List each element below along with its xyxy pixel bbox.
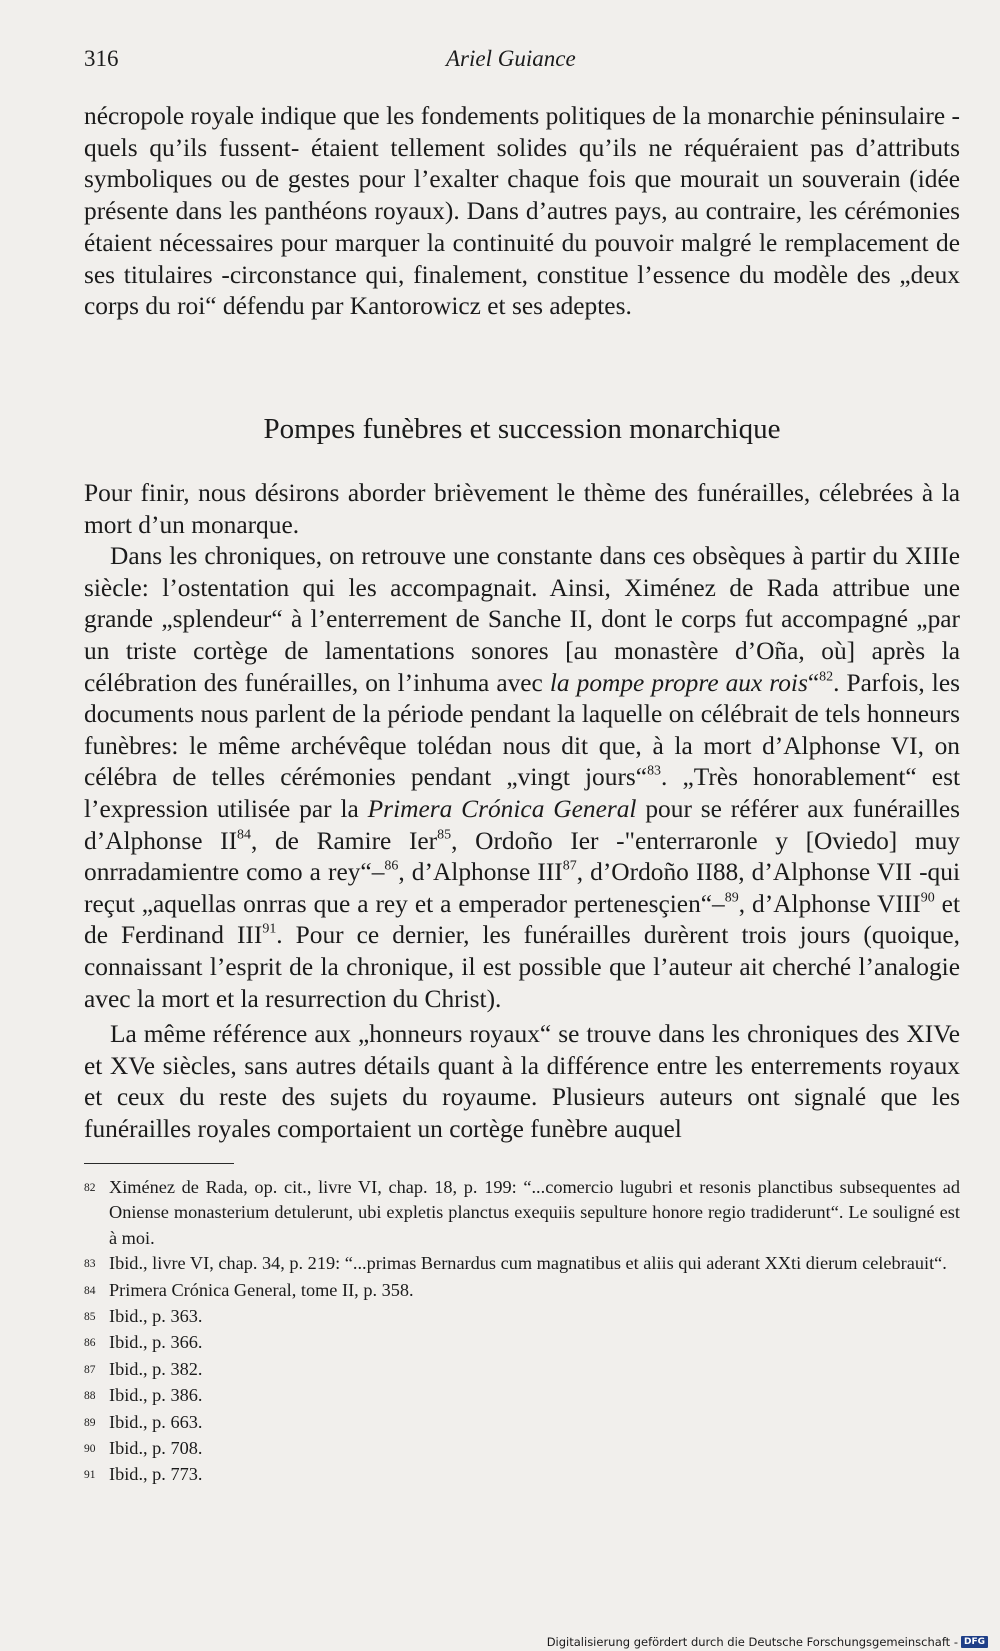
text-run: et de Ferdinand III <box>84 889 960 950</box>
footnote-ref-84[interactable]: 84 <box>237 827 251 843</box>
page-header <box>84 46 960 80</box>
text-run: Dans les chroniques, on retrouve une constante dans ces obsèques à partir du XIIIe siècle: l’ostentation qui les accompagnait. Ainsi, Ximénez de Rada attribue une grande „splendeur“ à l’enterrement de Sanche II, dont le corps fut accompagné „par un triste cortège de lamentations sonores [au monastère d’Oña, où] après la célébration des funérailles, on l’inhuma avec <box>84 542 960 697</box>
footnote <box>84 1462 960 1488</box>
footnote-ref-86[interactable]: 86 <box>384 858 399 874</box>
footnote-ref-91[interactable]: 91 <box>262 921 277 937</box>
footnote-ref-87[interactable]: 87 <box>562 858 577 874</box>
footnote-number: 86 <box>84 1337 96 1350</box>
footnote <box>84 1251 960 1277</box>
italic-title: Primera Crónica General <box>367 794 637 823</box>
section-body <box>84 478 960 1145</box>
text-run: pour se référer aux funérailles d’Alphonse II <box>84 794 960 855</box>
text-run: , d’Alphonse III <box>398 858 563 887</box>
italic-quote: la pompe propre aux rois <box>549 668 808 697</box>
footnote-text: Primera Crónica General, tome II, p. 358. <box>109 1279 414 1300</box>
running-head: Ariel Guiance <box>446 46 576 71</box>
text-run: . Pour ce dernier, les funérailles durèrent trois jours (quoique, connaissant l’esprit de la chronique, il est possible que l’auteur ait cherché l’analogie avec la mort et la resurrection du Christ). <box>84 921 961 1013</box>
page-number: 316 <box>84 46 119 71</box>
footnote-text: Ibid., p. 382. <box>109 1358 203 1379</box>
footnote <box>84 1436 960 1462</box>
footnote-text: Ibid., p. 773. <box>109 1464 203 1485</box>
footnote-number: 87 <box>84 1363 96 1376</box>
footnotes <box>84 1175 960 1489</box>
section-heading: Pompes funèbres et succession monarchique <box>263 413 781 445</box>
intro-paragraph: nécropole royale indique que les fondements politiques de la monarchie péninsulaire -quels qu’ils fussent- étaient tellement solides qu’ils ne réquéraient pas d’attributs symboliques ou de gestes pour l’exalter chaque fois que mourait un souverain (idée présente dans les panthéons royaux). Dans d’autres pays, au contraire, les cérémonies étaient nécessaires pour marquer la continuité du pouvoir malgré le remplacement de ses titulaires -circonstance qui, finalement, constitue l’essence du modèle des „deux corps du roi“ défendu par Kantorowicz et ses adeptes. <box>84 102 960 321</box>
footnote-text: Ibid., p. 708. <box>109 1438 203 1459</box>
footnote-number: 88 <box>84 1390 96 1403</box>
footnote <box>84 1175 960 1251</box>
text-run: . Parfois, les documents nous parlent de la période pendant la laquelle on célébrait de tels honneurs funèbres: le même archévêque tolédan nous dit que, à la mort d’Alphonse VI, on célébra de telles cérémonies pendant „vingt jours“ <box>84 668 961 792</box>
footnote-number: 90 <box>84 1443 96 1456</box>
text-run: , de Ramire Ier <box>251 826 438 855</box>
text-run: , d’Alphonse VIII <box>738 889 921 918</box>
footnote-ref-82[interactable]: 82 <box>819 669 834 685</box>
footnote <box>84 1330 960 1356</box>
footnote-ref-85[interactable]: 85 <box>437 827 452 843</box>
dfg-logo: DFG <box>961 1636 988 1648</box>
footnote-text: Ibid., p. 386. <box>109 1385 203 1406</box>
footnote-text: Ibid., p. 366. <box>109 1332 203 1353</box>
footnote <box>84 1304 960 1330</box>
footnote-ref-83[interactable]: 83 <box>647 763 662 779</box>
footnote <box>84 1278 960 1304</box>
section-paragraph-1: Pour finir, nous désirons aborder brièvement le thème des funérailles, célebrées à la mort d’un monarque. <box>84 479 960 539</box>
section-paragraph-3: La même référence aux „honneurs royaux“ se trouve dans les chroniques des XIVe et XVe siècles, sans autres détails quant à la différence entre les enterrements royaux et ceux du reste des sujets du royaume. Plusieurs auteurs ont signalé que les funérailles royales comportaient un cortège funèbre auquel <box>84 1020 960 1143</box>
footnote-divider <box>84 1163 234 1164</box>
footnote-number: 91 <box>84 1469 96 1482</box>
footnote <box>84 1410 960 1436</box>
footnote-number: 83 <box>84 1258 96 1271</box>
footnote-text: Ximénez de Rada, op. cit., livre VI, chap. 18, p. 199: “...comercio lugubri et resonis planctibus subsequentes ad Oniense monasterium detulerunt, ubi expletis planctus exequiis sepulture honore regio tradiderunt“. Le souligné est à moi. <box>109 1177 960 1248</box>
footnote-text: Ibid., livre VI, chap. 34, p. 219: “...primas Bernardus cum magnatibus et aliis qui aderant XXti dierum celebrauit“. <box>109 1253 947 1274</box>
footnote-number: 84 <box>84 1284 96 1297</box>
footnote-text: Ibid., p. 363. <box>109 1306 203 1327</box>
footnote-number: 82 <box>84 1182 96 1194</box>
text-run: , d’Ordoño II88, d’Alphonse VII -qui reçut „aquellas onrras que a rey et a emperador pertenesçien“– <box>84 858 960 918</box>
credit-text: Digitalisierung gefördert durch die Deutsche Forschungsgemeinschaft - <box>546 1635 958 1649</box>
footnote-number: 89 <box>84 1416 96 1429</box>
text-run: “ <box>807 668 820 697</box>
section-paragraph-2 <box>84 541 960 1015</box>
footnote <box>84 1357 960 1383</box>
intro-text <box>84 101 960 323</box>
text-run: . „Très honorablement“ est l’expression utilisée par la <box>84 763 961 823</box>
footnote-ref-90[interactable]: 90 <box>920 890 935 906</box>
digitization-credit <box>547 1635 988 1649</box>
footnote-ref-89[interactable]: 89 <box>724 890 739 906</box>
footnote-text: Ibid., p. 663. <box>109 1411 203 1432</box>
footnote <box>84 1383 960 1409</box>
footnote-number: 85 <box>84 1311 96 1324</box>
text-run: , Ordoño Ier -"enterraronle y [Oviedo] muy onrradamientre como a rey“– <box>84 826 961 887</box>
